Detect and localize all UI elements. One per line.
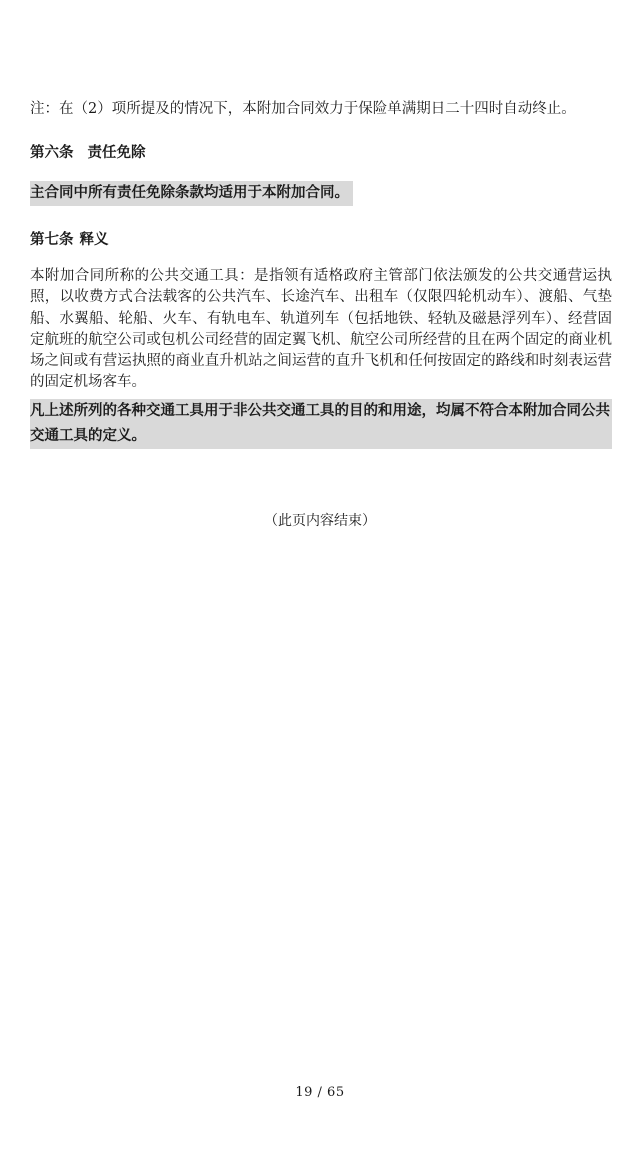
article-7-number: 第七条 <box>30 232 74 248</box>
article-6-number: 第六条 <box>30 145 74 161</box>
article-7-title: 释义 <box>79 232 109 248</box>
note-paragraph: 注：在（2）项所提及的情况下，本附加合同效力于保险单满期日二十四时自动终止。 <box>30 101 576 117</box>
article-7-body: 本附加合同所称的公共交通工具：是指领有适格政府主管部门依法颁发的公共交通营运执照，以收费方式合法载客的公共汽车、长途汽车、出租车（仅限四轮机动车）、渡船、气垫船、水翼船、轮船、火车、有轨电车、轨道列车（包括地铁、轻轨及磁悬浮列车）、经营固定航班的航空公司或包机公司经营的固定翼飞机、航空公司所经营的且在两个固定的商业机场之间或有营运执照的商业直升机站之间运营的直升飞机和任何按固定的路线和时刻表运营的固定机场客车。 <box>30 268 612 391</box>
article-6-title: 责任免除 <box>87 145 146 161</box>
article-7-heading <box>30 229 109 251</box>
article-7-highlight: 凡上述所列的各种交通工具用于非公共交通工具的目的和用途，均属不符合本附加合同公共交通工具的定义。 <box>30 399 612 449</box>
end-of-page-note: （此页内容结束） <box>264 513 376 529</box>
article-6-highlight: 主合同中所有责任免除条款均适用于本附加合同。 <box>30 181 353 206</box>
article-6-heading <box>30 142 146 164</box>
page-number: 19 / 65 <box>295 1085 345 1100</box>
